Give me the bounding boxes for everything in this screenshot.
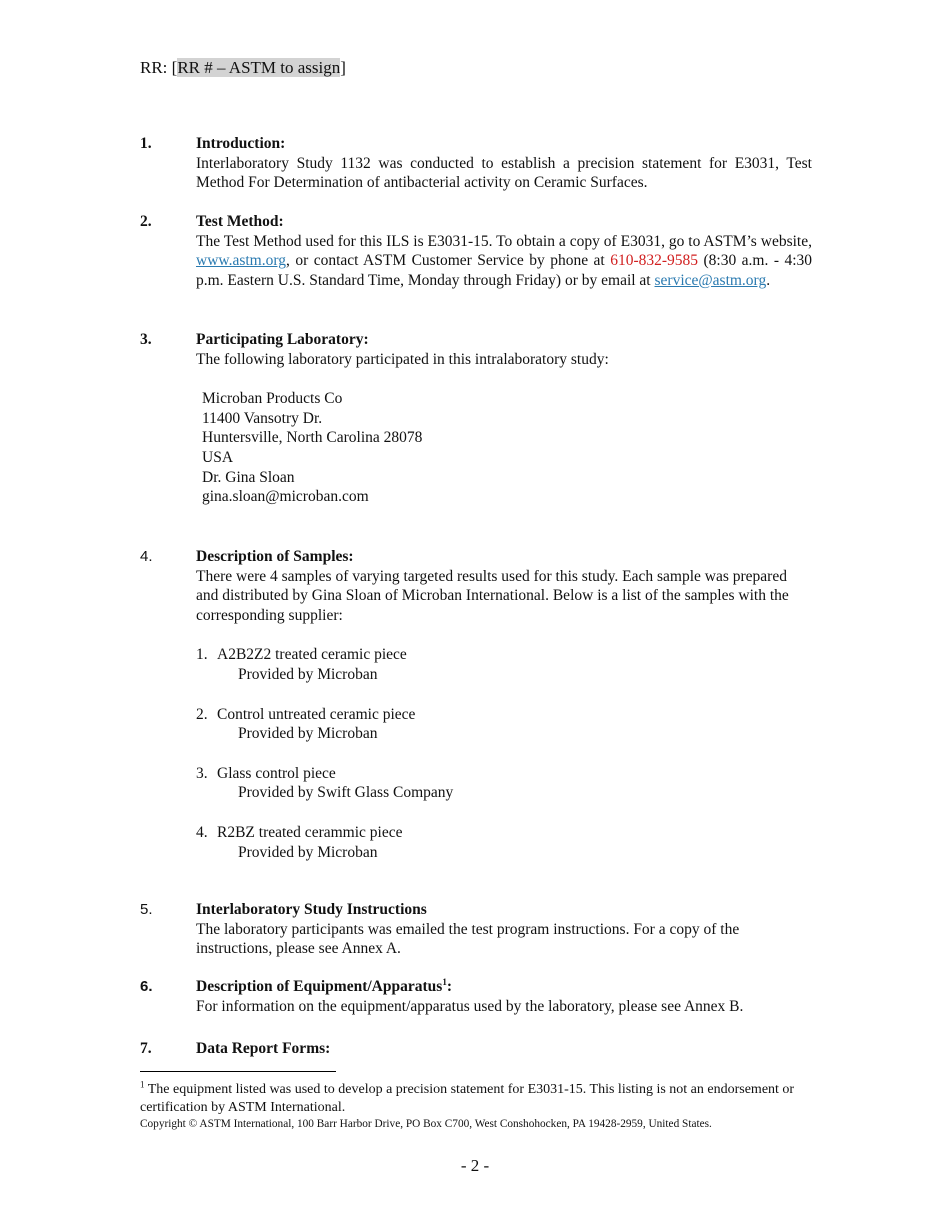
footnote [140, 1081, 820, 1117]
sample-name: Glass control piece [217, 764, 336, 782]
section-number: 3. [140, 331, 152, 348]
section-data-report-forms [140, 1039, 812, 1059]
text-part: The Test Method used for this ILS is E3031-15. To obtain a copy of E3031, go to ASTM’s website, [196, 232, 812, 250]
section-number: 7. [140, 1040, 152, 1057]
section-title: Participating Laboratory: [196, 331, 369, 348]
section-number: 6. [140, 978, 153, 995]
sample-name: R2BZ treated cerammic piece [217, 823, 403, 841]
header-prefix: RR: [ [140, 58, 178, 77]
section-title: Description of Samples: [196, 548, 354, 565]
sample-list [196, 645, 812, 862]
text-part: , or contact ASTM Customer Service by phone at [285, 252, 611, 270]
section-text [196, 232, 812, 291]
section-number: 4. [140, 548, 153, 565]
address-line: 11400 Vansotry Dr. [202, 409, 323, 427]
section-title: Data Report Forms: [196, 1040, 331, 1057]
header-placeholder-highlight: RR # – ASTM to assign [177, 58, 341, 77]
sample-name: Control untreated ceramic piece [217, 705, 416, 723]
astm-website-link[interactable]: www.astm.org [196, 252, 286, 270]
header-suffix: ] [340, 58, 346, 77]
sample-name: A2B2Z2 treated ceramic piece [217, 646, 407, 664]
list-item [196, 823, 812, 862]
address-line: Dr. Gina Sloan [202, 468, 295, 486]
sample-provider: Provided by Swift Glass Company [238, 784, 454, 802]
text-part: (8:30 a.m. - 4:30 p.m. Eastern U.S. Standard Time, Monday through Friday) or by email at [196, 252, 812, 289]
section-number: 2. [140, 213, 152, 230]
footnote-separator [140, 1071, 336, 1072]
footnote-reference: 1 [442, 976, 447, 987]
section-title: Test Method: [196, 213, 284, 230]
address-line: Microban Products Co [202, 390, 343, 408]
address-line: Huntersville, North Carolina 28078 [202, 429, 423, 447]
section-equipment-apparatus [140, 977, 812, 1016]
section-title: Introduction: [196, 135, 286, 152]
section-participating-laboratory [140, 330, 812, 507]
lab-address [202, 389, 812, 507]
phone-number: 610-832-9585 [610, 252, 699, 270]
sample-provider: Provided by Microban [238, 665, 378, 683]
section-text: For information on the equipment/apparatus used by the laboratory, please see Annex B. [196, 997, 744, 1015]
list-item [196, 705, 812, 744]
section-description-of-samples [140, 547, 812, 882]
section-number: 1. [140, 135, 152, 152]
sample-label: 4. [196, 823, 208, 841]
section-title-suffix: : [446, 978, 452, 995]
service-email-link[interactable]: service@astm.org [654, 271, 767, 289]
section-number: 5. [140, 901, 153, 918]
section-text: The laboratory participants was emailed the test program instructions. For a copy of the instructions, please see Annex A. [196, 920, 740, 958]
section-title [196, 977, 812, 997]
copyright-notice: Copyright © ASTM International, 100 Barr Harbor Drive, PO Box C700, West Conshohocken, PA 19428-2959, United States. [140, 1118, 712, 1130]
list-item [196, 645, 812, 684]
section-ils-instructions [140, 900, 812, 959]
sample-label: 3. [196, 764, 208, 782]
section-text: The following laboratory participated in this intralaboratory study: [196, 350, 609, 368]
section-introduction [140, 134, 812, 193]
document-header [140, 57, 346, 79]
sample-provider: Provided by Microban [238, 725, 378, 743]
sample-provider: Provided by Microban [238, 843, 378, 861]
address-line: USA [202, 448, 234, 466]
section-text: Interlaboratory Study 1132 was conducted to establish a precision statement for E3031, Test Method For Determination of antibacterial activity on Ceramic Surfaces. [196, 154, 812, 192]
section-text: There were 4 samples of varying targeted results used for this study. Each sample was prepared and distributed by Gina Sloan of Microban International. Below is a list of the samples with the corresponding supplier: [196, 567, 789, 624]
section-title: Interlaboratory Study Instructions [196, 901, 427, 918]
section-test-method [140, 212, 812, 290]
list-item [196, 764, 812, 803]
page-number: - 2 - [460, 1156, 490, 1175]
text-part: . [766, 271, 771, 289]
sample-label: 1. [196, 646, 208, 664]
sample-label: 2. [196, 705, 208, 723]
section-title-text: Description of Equipment/Apparatus [196, 978, 443, 995]
footnote-text: The equipment listed was used to develop a precision statement for E3031-15. This listing is not an endorsement or certification by ASTM International. [140, 1082, 795, 1115]
footnote-mark: 1 [140, 1079, 145, 1090]
address-line: gina.sloan@microban.com [202, 488, 369, 506]
